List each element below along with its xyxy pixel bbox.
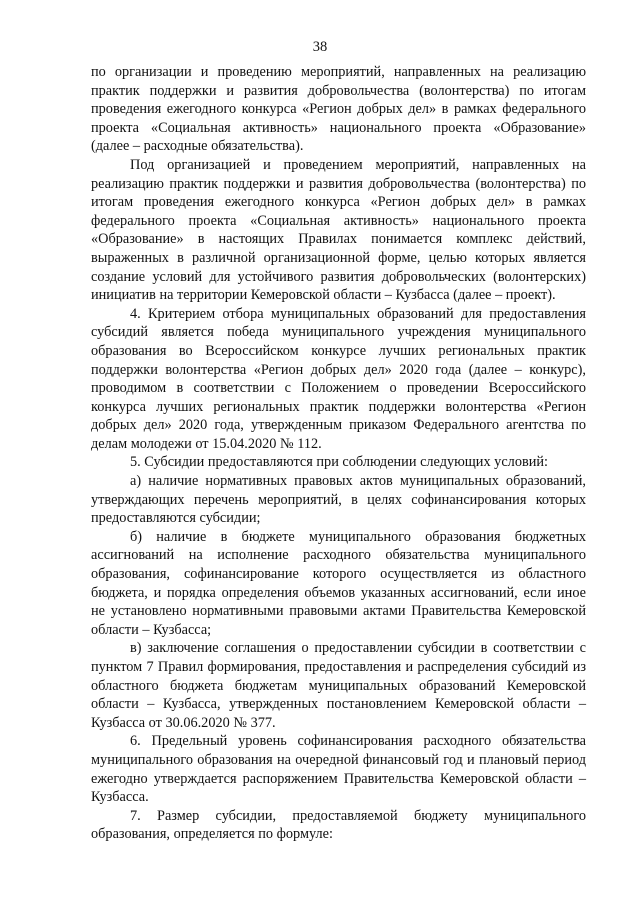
paragraph-continuation: по организации и проведению мероприятий, направленных на реализацию практик поддержки и развития добровольчества (волонтерства) по итогам проведения ежегодного конкурса «Регион добрых дел» в рамках федерального проекта «Социальная активность» национального проекта «Образование» (далее – расходные обязательства).	[91, 64, 586, 155]
document-body	[91, 63, 586, 844]
paragraph-item-7: 7. Размер субсидии, предоставляемой бюджету муниципального образования, определяется по формуле:	[91, 807, 586, 843]
paragraph-definition: Под организацией и проведением мероприятий, направленных на реализацию практик поддержки и развития добровольчества (волонтерства) по итогам проведения ежегодного конкурса «Регион добрых дел» в рамках федерального проекта «Социальная активность» национального проекта «Образование» в настоящих Правилах понимается комплекс действий, выраженных в различной организационной форме, целью которых является создание условий для устойчивого развития добровольческих (волонтерских) инициатив на территории Кемеровской области – Кузбасса (далее – проект).	[91, 156, 586, 304]
paragraph-item-6: 6. Предельный уровень софинансирования расходного обязательства муниципального образования на очередной финансовый год и плановый период ежегодно утверждается распоряжением Правительства Кемеровской области – Кузбасса.	[91, 733, 586, 806]
paragraph-item-4: 4. Критерием отбора муниципальных образований для предоставления субсидий является победа муниципального учреждения муниципального образования во Всероссийском конкурсе лучших региональных практик поддержки волонтерства «Регион добрых дел» 2020 года (далее – конкурс), проводимом в соответствии с Положением о проведении Всероссийского конкурса лучших региональных практик поддержки волонтерства «Регион добрых дел» 2020 года, утвержденным приказом Федерального агентства по делам молодежи от 15.04.2020 № 112.	[91, 305, 586, 452]
paragraph-item-5: 5. Субсидии предоставляются при соблюдении следующих условий:	[130, 454, 548, 471]
page-number: 38	[312, 39, 328, 55]
paragraph-item-5v: в) заключение соглашения о предоставлении субсидии в соответствии с пунктом 7 Правил формирования, предоставления и распределения субсидий из областного бюджета бюджетам муниципальных образований Кемеровской области – Кузбасса, утвержденных постановлением Кемеровской области – Кузбасса от 30.06.2020 № 377.	[91, 640, 586, 731]
paragraph-item-5b: б) наличие в бюджете муниципального образования бюджетных ассигнований на исполнение расходного обязательства муниципального образования, софинансирование которого осуществляется из областного бюджета, и порядка определения объемов указанных ассигнований, если иное не установлено нормативными правовыми актами Правительства Кемеровской области – Кузбасса;	[91, 528, 586, 638]
paragraph-item-5a: а) наличие нормативных правовых актов муниципальных образований, утверждающих перечень мероприятий, в целях софинансирования которых предоставляются субсидии;	[91, 473, 586, 527]
